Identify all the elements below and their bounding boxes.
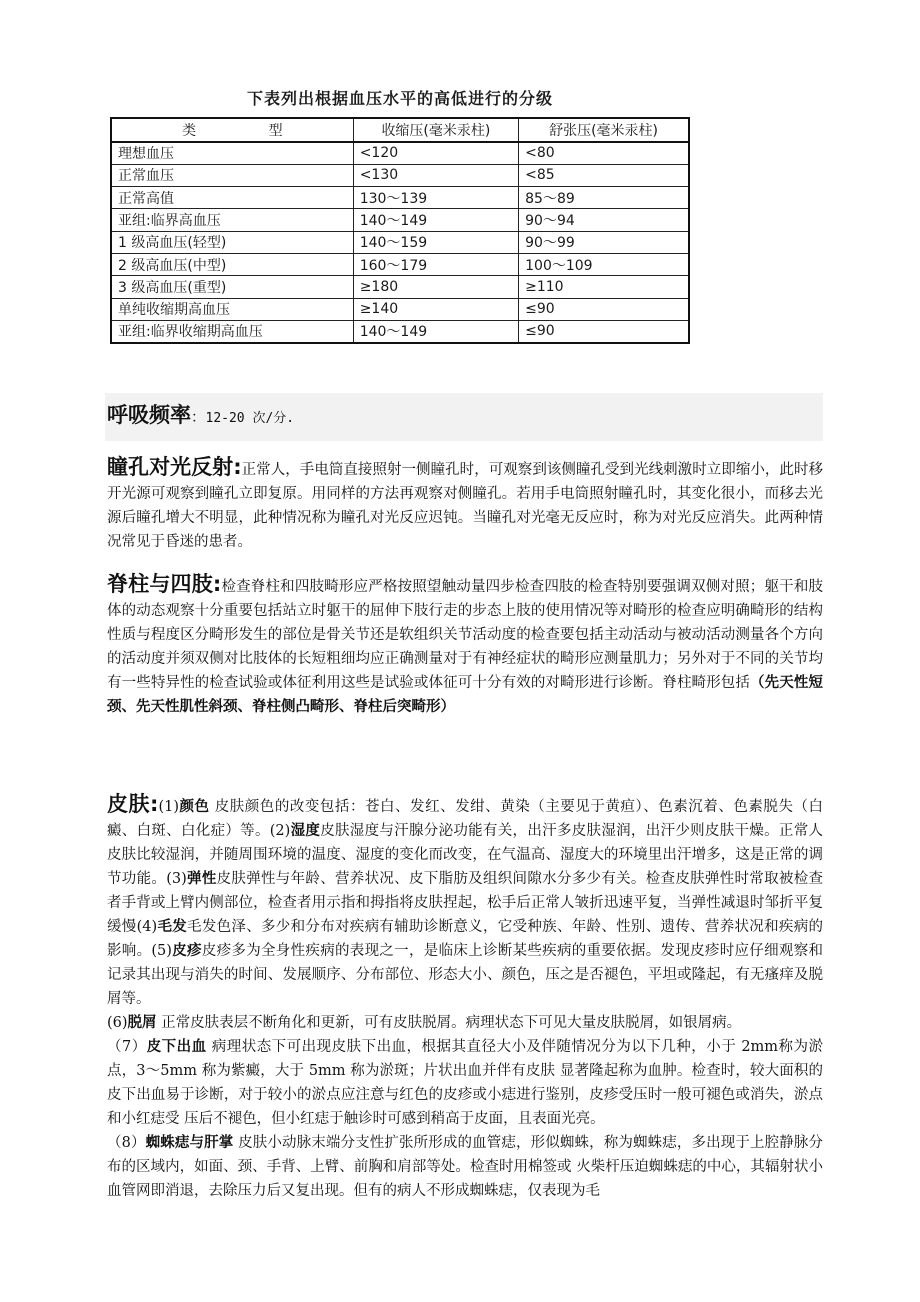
cell-type: 亚组:临界收缩期高血压 <box>111 320 353 342</box>
cell-diastolic: ≤90 <box>519 298 689 320</box>
skin-item-term: 弹性 <box>186 871 217 887</box>
respiration-section <box>107 403 294 427</box>
cell-diastolic: <80 <box>519 142 689 164</box>
cell-type: 单纯收缩期高血压 <box>111 298 353 320</box>
table-row <box>111 142 689 164</box>
header-systolic: 收缩压(毫米汞柱) <box>353 118 518 142</box>
respiration-heading: 呼吸频率 <box>107 403 191 427</box>
cell-diastolic: 100～109 <box>519 253 689 275</box>
header-diastolic: 舒张压(毫米汞柱) <box>519 118 689 142</box>
cell-systolic: ≥180 <box>353 276 518 298</box>
skin-section <box>107 792 823 1203</box>
skin-item-text: 皮肤湿度与汗腺分泌功能有关，出汗多皮肤湿润，出汗少则皮肤干燥。正常人皮肤比较湿润，并随周围环境的温度、湿度的变化而改变，在气温高、湿度大的环境里出汗增多，这是正常的调节功能。 <box>107 823 823 887</box>
skin-heading: 皮肤: <box>107 792 159 816</box>
skin-item-number: （8） <box>107 1135 146 1151</box>
cell-type: 2 级高血压(中型) <box>111 253 353 275</box>
skin-item-number: （7） <box>107 1039 147 1055</box>
table-row <box>111 253 689 275</box>
skin-item-term: 皮下出血 <box>146 1039 207 1055</box>
skin-item-text: 皮肤颜色的改变包括：苍白、发红、发绀、黄染（主要见于黄疸）、色素沉着、色素脱失（白癜、白斑、白化症）等。 <box>107 799 823 839</box>
cell-systolic: 140～159 <box>353 231 518 253</box>
cell-systolic: 160～179 <box>353 253 518 275</box>
cell-systolic: 140～149 <box>353 209 518 231</box>
skin-item-number: (2) <box>269 823 291 839</box>
pupil-heading: 瞳孔对光反射: <box>107 455 242 479</box>
skin-paragraph <box>107 792 823 1011</box>
respiration-colon: ： <box>191 410 206 426</box>
skin-item-text: 皮肤弹性与年龄、营养状况、皮下脂肪及组织间隙水分多少有关。检查皮肤弹性时常取被检查者手背或上臂内侧部位，检查者用示指和拇指将皮肤捏起，松手后正常人皱折迅速平复，当弹性减退时邹折平复缓慢 <box>107 871 823 935</box>
skin-item-text: 病理状态下可出现皮肤下出血，根据其直径大小及伴随情况分为以下几种，小于 2mm称为淤点，3～5mm 称为紫癜，大于 5mm 称为淤斑；片状出血并伴有皮肤 显著隆起称为血肿。检查时，较大面积的皮下出血易于诊断，对于较小的淤点应注意与红色的皮疹或小痣进行鉴别，皮疹受压时一般可褪色或消失，淤点和小红痣受 压后不褪色，但小红痣于触诊时可感到稍高于皮面，且表面光亮。 <box>107 1039 823 1127</box>
table-title: 下表列出根据血压水平的高低进行的分级 <box>246 89 553 108</box>
skin-item-term: 毛发 <box>157 919 188 935</box>
skin-item-number: (3) <box>166 871 187 887</box>
cell-type: 正常血压 <box>111 164 353 186</box>
skin-item-text: 正常皮肤表层不断角化和更新，可有皮肤脱屑。病理状态下可见大量皮肤脱屑，如银屑病。 <box>156 1015 742 1031</box>
skin-paragraph <box>107 1035 823 1131</box>
cell-type: 3 级高血压(重型) <box>111 276 353 298</box>
skin-item-number: (5) <box>151 943 172 959</box>
cell-diastolic: ≥110 <box>519 276 689 298</box>
cell-diastolic: 85～89 <box>519 187 689 209</box>
table-row <box>111 187 689 209</box>
cell-systolic: ≥140 <box>353 298 518 320</box>
table-row <box>111 209 689 231</box>
skin-item-term: 颜色 <box>179 799 210 815</box>
table-row <box>111 164 689 186</box>
pupil-section <box>107 455 823 554</box>
table-row <box>111 320 689 342</box>
cell-type: 理想血压 <box>111 142 353 164</box>
bp-classification-block <box>110 86 690 344</box>
skin-item-term: 蜘蛛痣与肝掌 <box>145 1135 234 1151</box>
spine-section <box>107 572 823 719</box>
cell-diastolic: <85 <box>519 164 689 186</box>
cell-diastolic: ≤90 <box>519 320 689 342</box>
skin-item-text: 皮肤小动脉末端分支性扩张所形成的血管痣，形似蜘蛛，称为蜘蛛痣，多出现于上腔静脉分布的区域内，如面、颈、手背、上臂、前胸和肩部等处。检查时用棉签或 火柴杆压迫蜘蛛痣的中心，其辐射状小血管网即消退，去除压力后又复出现。但有的病人不形成蜘蛛痣，仅表现为毛 <box>107 1135 824 1199</box>
cell-type: 正常高值 <box>111 187 353 209</box>
cell-systolic: 140～149 <box>353 320 518 342</box>
header-type: 类 型 <box>111 118 353 142</box>
cell-systolic: <130 <box>353 164 518 186</box>
cell-systolic: <120 <box>353 142 518 164</box>
cell-diastolic: 90～99 <box>519 231 689 253</box>
skin-paragraph <box>107 1011 823 1035</box>
skin-item-term: 脱屑 <box>127 1015 157 1031</box>
skin-item-number: (1) <box>158 799 179 815</box>
bp-classification-table <box>110 117 690 344</box>
cell-type: 亚组:临界高血压 <box>111 209 353 231</box>
cell-systolic: 130～139 <box>353 187 518 209</box>
spine-text: 检查脊柱和四肢畸形应严格按照望触动量四步检查四肢的检查特别要强调双侧对照；躯干和肢体的动态观察十分重要包括站立时躯干的屈伸下肢行走的步态上肢的使用情况等对畸形的检查应明确畸形的结构性质与程度区分畸形发生的部位是骨关节还是软组织关节活动度的检查要包括主动活动与被动活动测量各个方向的活动度并须双侧对比肢体的长短粗细均应正确测量对于有神经症状的畸形应测量肌力；另外对于不同的关节均有一些特异性的检查试验或体征利用这些是试验或体征可十分有效的对畸形进行诊断。脊柱畸形包括 <box>107 579 823 691</box>
table-row <box>111 231 689 253</box>
skin-item-number: (6) <box>107 1015 128 1031</box>
skin-item-text: 皮疹多为全身性疾病的表现之一，是临床上诊断某些疾病的重要依据。发现皮疹时应仔细观察和记录其出现与消失的时间、发展顺序、分布部位、形态大小、颜色，压之是否褪色，平坦或隆起，有无瘙痒及脱屑等。 <box>107 943 823 1007</box>
cell-diastolic: 90～94 <box>519 209 689 231</box>
spine-heading: 脊柱与四肢: <box>107 572 222 596</box>
table-row <box>111 298 689 320</box>
respiration-value: 12-20 次/分. <box>205 411 295 426</box>
skin-item-text: 毛发色泽、多少和分布对疾病有辅助诊断意义，它受种族、年龄、性别、遗传、营养状况和疾病的影响。 <box>107 919 823 959</box>
table-header-row <box>111 118 689 142</box>
skin-item-term: 湿度 <box>290 823 321 839</box>
skin-item-term: 皮疹 <box>171 943 202 959</box>
skin-paragraph <box>107 1131 823 1203</box>
table-row <box>111 276 689 298</box>
skin-item-number: (4) <box>136 919 158 935</box>
cell-type: 1 级高血压(轻型) <box>111 231 353 253</box>
pupil-text: 正常人，手电筒直接照射一侧瞳孔时，可观察到该侧瞳孔受到光线刺激时立即缩小，此时移开光源可观察到瞳孔立即复原。用同样的方法再观察对侧瞳孔。若用手电筒照射瞳孔时，其变化很小，而移去光源后瞳孔增大不明显，此种情况称为瞳孔对光反应迟钝。当瞳孔对光毫无反应时，称为对光反应消失。此两种情况常见于昏迷的患者。 <box>107 462 823 550</box>
spine-deformity-list: （先天性短颈、先天性肌性斜颈、脊柱侧凸畸形、脊柱后突畸形） <box>107 675 824 715</box>
